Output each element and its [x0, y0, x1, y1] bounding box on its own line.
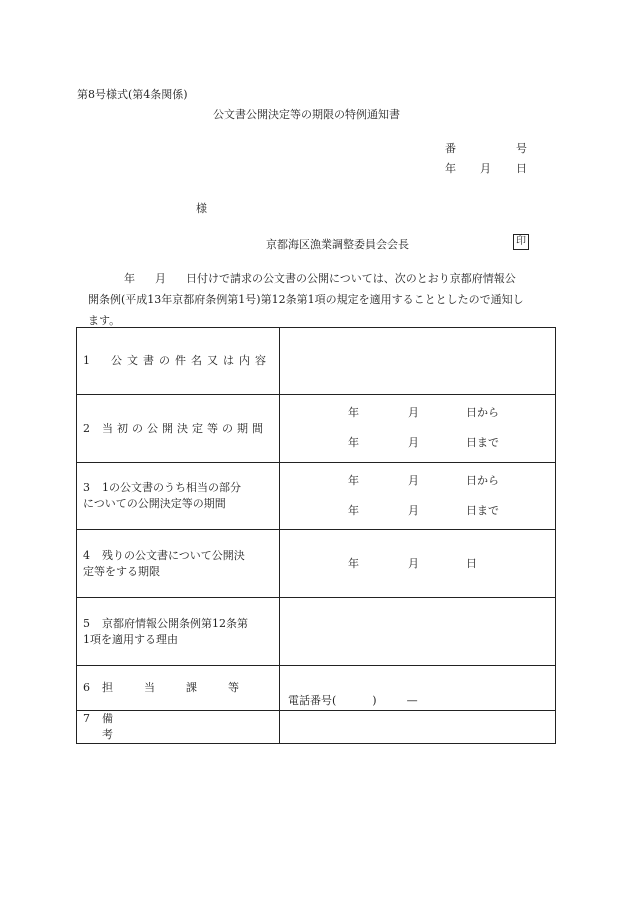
- notice-month: 月: [155, 272, 166, 285]
- table-row: [77, 666, 556, 711]
- row6-label: [77, 666, 280, 711]
- row4-month: 月: [408, 557, 419, 570]
- row7-label-text: 備考: [102, 712, 237, 741]
- table-row: [77, 711, 556, 744]
- phone-dash: —: [406, 694, 418, 707]
- row3-end-year: 年: [348, 504, 359, 517]
- table-row: [77, 395, 556, 463]
- notice-body: [88, 268, 558, 331]
- row7-label: [77, 711, 280, 744]
- row2-number: 2: [83, 421, 90, 435]
- row4-year: 年: [348, 557, 359, 570]
- seal-mark: [513, 234, 529, 250]
- notice-line-3: ます。: [88, 314, 121, 327]
- row2-start-year: 年: [348, 406, 359, 419]
- phone-close: ): [372, 694, 377, 707]
- table-row: [77, 598, 556, 666]
- row2-start-date: [348, 405, 548, 421]
- row5-number: 5: [83, 616, 90, 630]
- row6-number: 6: [83, 681, 90, 694]
- row3-number: 3: [83, 481, 90, 494]
- row3-start-date: [348, 473, 548, 489]
- row7-number: 7: [83, 712, 90, 725]
- row2-value[interactable]: [280, 395, 556, 463]
- row1-label: [77, 328, 280, 395]
- table-row: [77, 530, 556, 598]
- page-title: 公文書公開決定等の期限の特例通知書: [213, 108, 400, 121]
- addressee-suffix: 様: [196, 202, 207, 215]
- seal-text: 印: [513, 234, 529, 250]
- row6-label-text: 担当課等: [102, 681, 270, 694]
- row2-end-date: [348, 435, 548, 451]
- row3-start-month: 月: [408, 474, 419, 487]
- row3-value[interactable]: [280, 463, 556, 530]
- row3-start-year: 年: [348, 474, 359, 487]
- row1-value[interactable]: [280, 328, 556, 395]
- row4-label: [77, 530, 280, 598]
- date-year-label: 年: [445, 162, 456, 175]
- sender-name: 京都海区漁業調整委員会会長: [266, 238, 409, 251]
- row3-end-month: 月: [408, 504, 419, 517]
- notice-table: [76, 327, 556, 744]
- row2-label-text: 当初の公開決定等の期間: [102, 421, 267, 435]
- notice-line-2: 開条例(平成13年京都府条例第1号)第12条第1項の規定を適用することとしたので通知し: [88, 293, 524, 306]
- row5-label-line2: 1項を適用する理由: [83, 632, 178, 646]
- row4-value[interactable]: [280, 530, 556, 598]
- phone-label: 電話番号(: [288, 694, 337, 707]
- notice-line-1-text: 日付けで請求の公文書の公開については、次のとおり京都府情報公: [186, 272, 516, 285]
- row5-label-line1: 京都府情報公開条例第12条第: [102, 616, 248, 630]
- row4-label-line2: 定等をする期限: [83, 564, 160, 578]
- row2-start-day: 日から: [466, 406, 499, 419]
- row3-label-line2: についての公開決定等の期間: [83, 497, 226, 510]
- row6-value[interactable]: [280, 666, 556, 711]
- date-month-label: 月: [480, 162, 491, 175]
- form-id-label: 第8号様式(第4条関係): [77, 88, 188, 101]
- row3-start-day: 日から: [466, 474, 499, 487]
- row4-day: 日: [466, 557, 477, 570]
- row5-value[interactable]: [280, 598, 556, 666]
- row4-label-line1: 残りの公文書について公開決: [102, 548, 245, 562]
- row3-label-line1: 1の公文書のうち相当の部分: [102, 481, 241, 494]
- document-number-label: 番: [445, 142, 456, 155]
- row4-number: 4: [83, 548, 90, 562]
- row3-end-day: 日まで: [466, 504, 499, 517]
- row1-label-text: 公文書の件名又は内容: [111, 354, 271, 367]
- notice-year: 年: [124, 272, 135, 285]
- table-row: [77, 463, 556, 530]
- row2-end-month: 月: [408, 436, 419, 449]
- row4-deadline-date: [348, 556, 548, 572]
- row1-number: 1: [83, 354, 90, 367]
- row2-end-day: 日まで: [466, 436, 499, 449]
- row3-label: [77, 463, 280, 530]
- date-day-label: 日: [516, 162, 527, 175]
- row3-end-date: [348, 503, 548, 519]
- row5-label: [77, 598, 280, 666]
- row2-label: [77, 395, 280, 463]
- row2-end-year: 年: [348, 436, 359, 449]
- row7-value[interactable]: [280, 711, 556, 744]
- row2-start-month: 月: [408, 406, 419, 419]
- table-row: [77, 328, 556, 395]
- phone-number-field: [288, 692, 418, 708]
- notice-line-1: [88, 268, 558, 289]
- document-number-suffix: 号: [516, 142, 527, 155]
